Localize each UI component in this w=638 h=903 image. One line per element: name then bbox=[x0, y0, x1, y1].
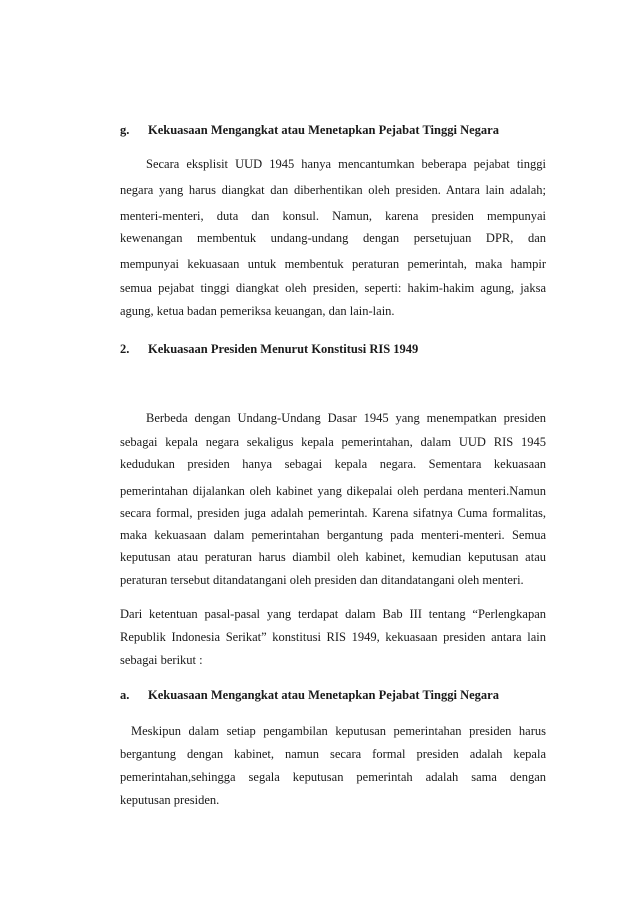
paragraph-line: kewenangan membentuk undang-undang dengan persetujuan DPR, dan bbox=[120, 231, 546, 245]
paragraph-line: keputusan atau peraturan harus diambil oleh kabinet, kemudian keputusan atau bbox=[120, 550, 546, 564]
paragraph-line: sebagai berikut : bbox=[120, 653, 203, 667]
paragraph-line: Republik Indonesia Serikat” konstitusi RIS 1949, kekuasaan presiden antara lain bbox=[120, 630, 546, 644]
paragraph-line: semua pejabat tinggi diangkat oleh presiden, seperti: hakim-hakim agung, jaksa bbox=[120, 281, 546, 295]
paragraph-line: kedudukan presiden hanya sebagai kepala negara. Sementara kekuasaan bbox=[120, 457, 546, 471]
section-number: g. bbox=[120, 123, 130, 137]
paragraph-line: bergantung dengan kabinet, namun secara formal presiden adalah kepala bbox=[120, 747, 546, 761]
paragraph-line: maka kekuasaan dalam pemerintahan bergantung pada menteri-menteri. Semua bbox=[120, 528, 546, 542]
section-g-heading bbox=[120, 122, 499, 138]
paragraph-line: Secara eksplisit UUD 1945 hanya mencantumkan beberapa pejabat tinggi bbox=[146, 157, 546, 171]
paragraph-line: secara formal, presiden juga adalah pemerintah. Karena sifatnya Cuma formalitas, bbox=[120, 506, 546, 520]
paragraph-line: keputusan presiden. bbox=[120, 793, 220, 807]
paragraph-line: mempunyai kekuasaan untuk membentuk peraturan pemerintah, maka hampir bbox=[120, 257, 546, 271]
section-a-heading bbox=[120, 687, 499, 703]
paragraph-line: Berbeda dengan Undang-Undang Dasar 1945 yang menempatkan presiden bbox=[146, 411, 546, 425]
section-number: 2. bbox=[120, 342, 130, 356]
paragraph-line: agung, ketua badan pemeriksa keuangan, dan lain-lain. bbox=[120, 304, 395, 318]
paragraph-line: peraturan tersebut ditandatangani oleh presiden dan ditandatangani oleh menteri. bbox=[120, 573, 524, 587]
paragraph-line: sebagai kepala negara sekaligus kepala pemerintahan, dalam UUD RIS 1945 bbox=[120, 435, 546, 449]
section-2-heading bbox=[120, 341, 418, 357]
paragraph-line: Dari ketentuan pasal-pasal yang terdapat dalam Bab III tentang “Perlengkapan bbox=[120, 607, 546, 621]
section-number: a. bbox=[120, 688, 130, 702]
paragraph-line: menteri-menteri, duta dan konsul. Namun, karena presiden mempunyai bbox=[120, 209, 546, 223]
paragraph-line: Meskipun dalam setiap pengambilan keputusan pemerintahan presiden harus bbox=[131, 724, 546, 738]
paragraph-line: pemerintahan,sehingga segala keputusan pemerintah adalah sama dengan bbox=[120, 770, 546, 784]
section-title: Kekuasaan Mengangkat atau Menetapkan Pejabat Tinggi Negara bbox=[148, 688, 499, 702]
section-title: Kekuasaan Presiden Menurut Konstitusi RIS 1949 bbox=[148, 342, 419, 356]
paragraph-line: pemerintahan dijalankan oleh kabinet yang dikepalai oleh perdana menteri.Namun bbox=[120, 484, 546, 498]
paragraph-line: negara yang harus diangkat dan diberhentikan oleh presiden. Antara lain adalah; bbox=[120, 183, 546, 197]
section-title: Kekuasaan Mengangkat atau Menetapkan Pejabat Tinggi Negara bbox=[148, 123, 499, 137]
